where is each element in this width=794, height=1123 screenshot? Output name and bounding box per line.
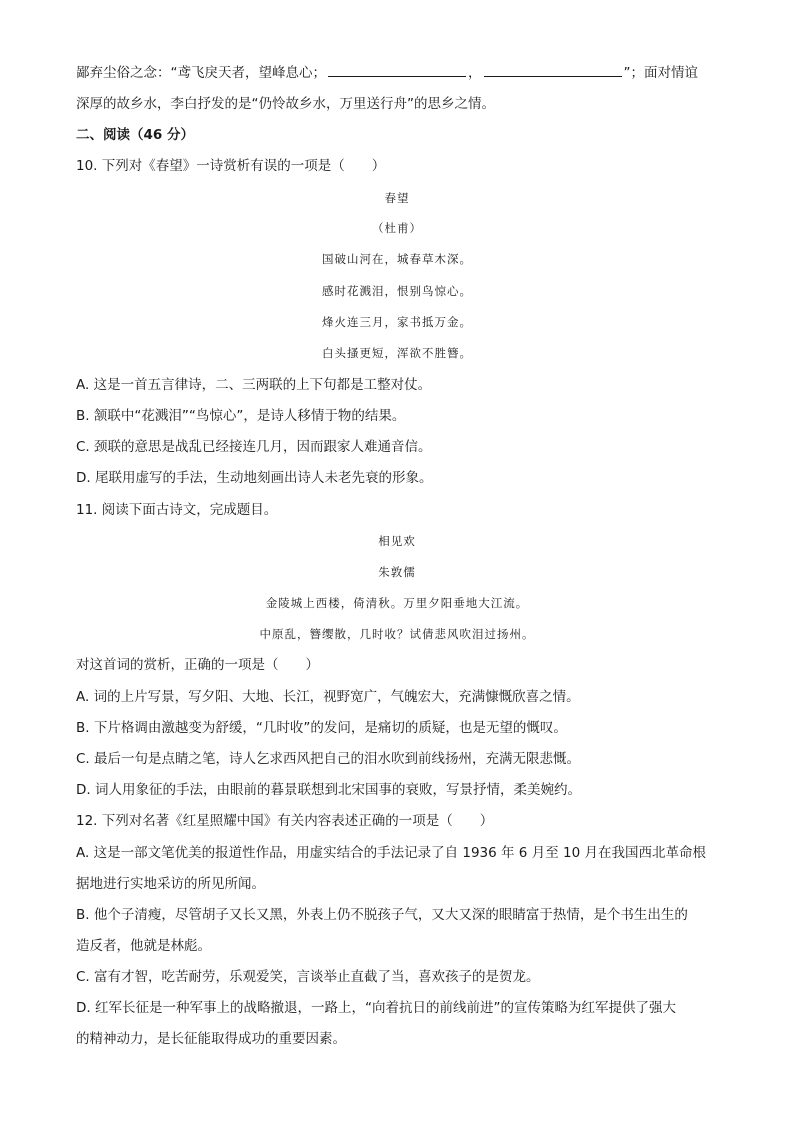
- q11-option-a: A. 词的上片写景，写夕阳、大地、长江，视野宽广，气魄宏大，充满慷慨欣喜之情。: [76, 689, 580, 705]
- q9-text-c: ”；面对情谊: [623, 65, 698, 81]
- q10-poem-line: 国破山河在，城春草木深。: [322, 252, 472, 266]
- q12-option-b-cont: 造反者，他就是林彪。: [76, 938, 211, 954]
- q11-poem-author: 朱敦儒: [378, 565, 416, 579]
- q11-option-d: D. 词人用象征的手法，由眼前的暮景联想到北宋国事的衰败，写景抒情，柔美婉约。: [76, 782, 581, 798]
- q10-stem: 10. 下列对《春望》一诗赏析有误的一项是（ ）: [76, 158, 386, 174]
- q11-poem-line: 中原乱，簪缨散，几时收？试倩悲风吹泪过扬州。: [259, 627, 535, 641]
- q12-option-b: B. 他个子清瘦，尽管胡子又长又黑，外表上仍不脱孩子气，又大又深的眼睛富于热情，是个书生出生的: [76, 907, 688, 923]
- answer-blank-1[interactable]: [328, 62, 466, 77]
- q10-option-c: C. 颈联的意思是战乱已经接连几月，因而跟家人难通音信。: [76, 439, 432, 455]
- q10-poem-line: 烽火连三月，家书抵万金。: [322, 315, 472, 329]
- q11-stem: 11. 阅读下面古诗文，完成题目。: [76, 502, 278, 518]
- q10-poem-author: （杜甫）: [372, 221, 422, 235]
- q12-option-d: D. 红军长征是一种军事上的战略撤退，一路上，“向着抗日的前线前进”的宣传策略为红军提供了强大: [76, 1000, 676, 1016]
- q11-poem-title: 相见欢: [378, 534, 416, 548]
- q12-option-a-cont: 据地进行实地采访的所见所闻。: [76, 876, 265, 892]
- q11-sub-stem: 对这首词的赏析，正确的一项是（ ）: [76, 657, 319, 673]
- q12-option-d-cont: 的精神动力，是长征能取得成功的重要因素。: [76, 1031, 346, 1047]
- answer-blank-2[interactable]: [484, 62, 622, 77]
- q9-line-2: 深厚的故乡水，李白抒发的是“仍怜故乡水，万里送行舟”的思乡之情。: [76, 96, 495, 112]
- q9-text-a: 鄙弃尘俗之念：“鸢飞戾天者，望峰息心；: [76, 65, 326, 81]
- section-title: 二、阅读（46 分）: [76, 127, 194, 143]
- q10-option-b: B. 颔联中“花溅泪”“鸟惊心”，是诗人移情于物的结果。: [76, 408, 406, 424]
- q11-option-b: B. 下片格调由激越变为舒缓，“几时收”的发问，是痛切的质疑，也是无望的慨叹。: [76, 720, 567, 736]
- q10-poem-line: 感时花溅泪，恨别鸟惊心。: [322, 284, 472, 298]
- q9-line-1: [76, 62, 718, 83]
- q12-option-a: A. 这是一部文笔优美的报道性作品，用虚实结合的手法记录了自 1936 年 6 月至 10 月在我国西北革命根: [76, 845, 706, 861]
- q11-option-c: C. 最后一句是点睛之笔，诗人乞求西风把自己的泪水吹到前线扬州，充满无限悲慨。: [76, 751, 581, 767]
- q10-option-d: D. 尾联用虚写的手法，生动地刻画出诗人未老先衰的形象。: [76, 470, 433, 486]
- q11-poem-line: 金陵城上西楼，倚清秋。万里夕阳垂地大江流。: [265, 596, 529, 610]
- q9-text-b: ，: [468, 65, 482, 81]
- q10-option-a: A. 这是一首五言律诗，二、三两联的上下句都是工整对仗。: [76, 377, 432, 393]
- q10-poem-line: 白头搔更短，浑欲不胜簪。: [322, 346, 472, 360]
- q12-stem: 12. 下列对名著《红星照耀中国》有关内容表述正确的一项是（ ）: [76, 813, 494, 829]
- q10-poem-title: 春望: [384, 191, 410, 205]
- q12-option-c: C. 富有才智，吃苦耐劳，乐观爱笑，言谈举止直截了当，喜欢孩子的是贺龙。: [76, 969, 540, 985]
